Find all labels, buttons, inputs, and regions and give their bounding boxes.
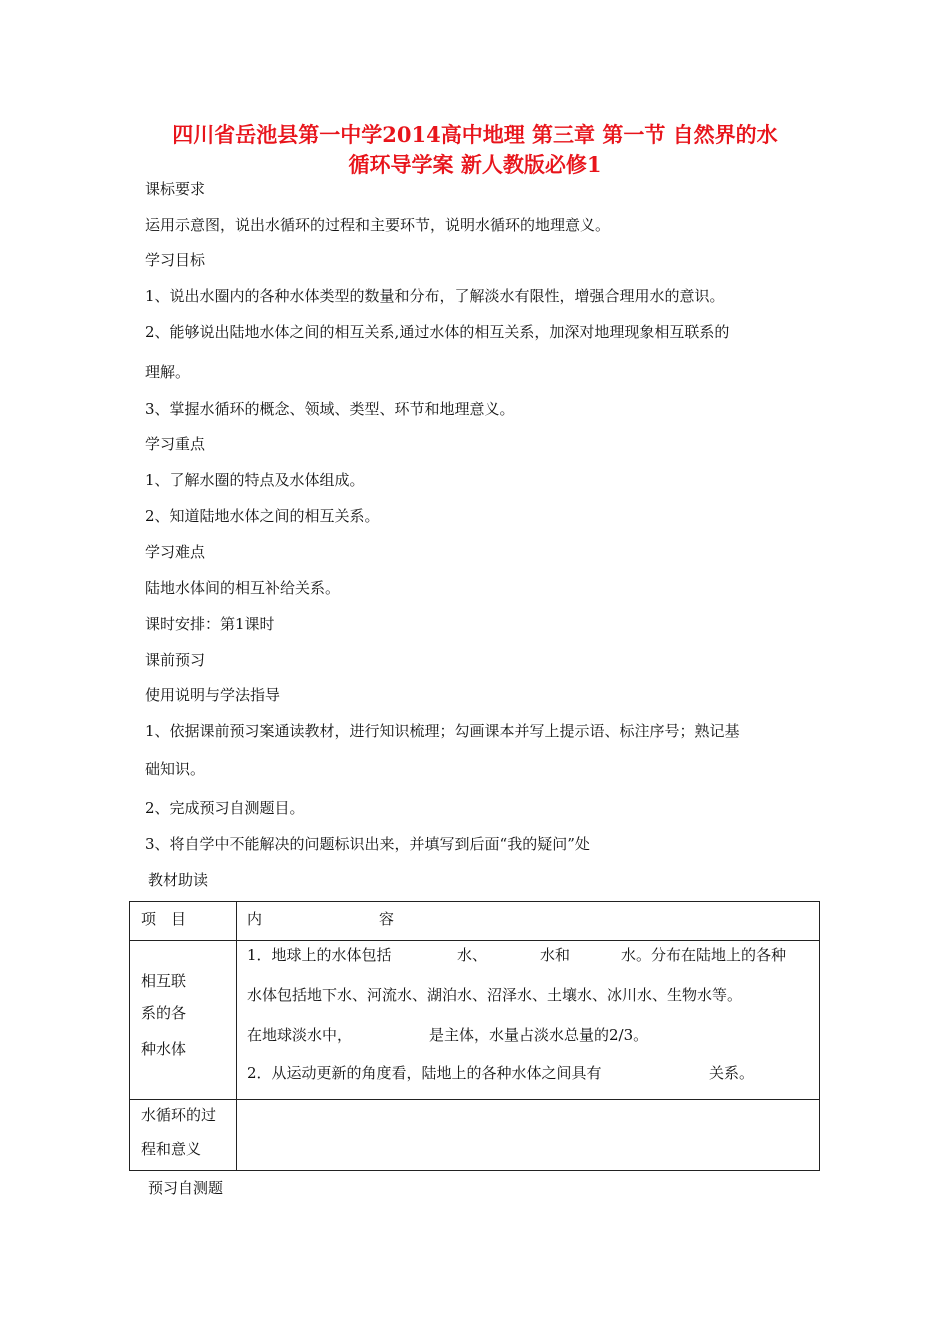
table-row bbox=[130, 1100, 820, 1171]
row1-q1-part-c: 水和 bbox=[540, 946, 571, 964]
goal-3: 3、掌握水循环的概念、领域、类型、环节和地理意义。 bbox=[145, 400, 515, 418]
table-header-row bbox=[130, 902, 820, 941]
row1-q1-part-g: 是主体，水量占淡水总量的2/3。 bbox=[429, 1026, 649, 1044]
preview-heading: 课前预习 bbox=[145, 651, 206, 669]
textbook-heading: 教材助读 bbox=[148, 871, 209, 889]
row1-label-cell bbox=[130, 941, 237, 1100]
row1-q2-part-b: 关系。 bbox=[709, 1064, 755, 1082]
row2-label-line-1: 水循环的过 bbox=[141, 1106, 217, 1124]
row1-q1-part-d: 水。分布在陆地上的各种 bbox=[621, 946, 787, 964]
goal-2-line-1: 2、能够说出陆地水体之间的相互关系,通过水体的相互关系，加深对地理现象相互联系的 bbox=[145, 323, 730, 341]
key-1: 1、了解水圈的特点及水体组成。 bbox=[145, 471, 365, 489]
selftest-heading: 预习自测题 bbox=[148, 1179, 224, 1197]
key-heading: 学习重点 bbox=[145, 435, 206, 453]
row1-label-line-3: 种水体 bbox=[141, 1040, 187, 1058]
instruction-2: 2、完成预习自测题目。 bbox=[145, 799, 305, 817]
instruction-1-line-1: 1、依据课前预习案通读教材，进行知识梳理；勾画课本并写上提示语、标注序号；熟记基 bbox=[145, 722, 740, 740]
goal-2-line-2: 理解。 bbox=[145, 363, 191, 381]
textbook-guide-table bbox=[129, 901, 820, 1171]
instructions-heading: 使用说明与学法指导 bbox=[145, 686, 281, 704]
row2-label-line-2: 程和意义 bbox=[141, 1140, 202, 1158]
document-title-line-1: 四川省岳池县第一中学2014高中地理 第三章 第一节 自然界的水 bbox=[172, 122, 778, 147]
row1-label-line-2: 系的各 bbox=[141, 1004, 187, 1022]
header-content-label-2: 容 bbox=[379, 910, 395, 928]
row1-q1-part-b: 水、 bbox=[457, 946, 488, 964]
header-content-cell bbox=[237, 902, 820, 941]
row2-content-cell bbox=[237, 1100, 820, 1171]
goal-1: 1、说出水圈内的各种水体类型的数量和分布，了解淡水有限性，增强合理用水的意识。 bbox=[145, 287, 725, 305]
row1-content-cell bbox=[237, 941, 820, 1100]
row1-q2-part-a: 2．从运动更新的角度看，陆地上的各种水体之间具有 bbox=[247, 1064, 602, 1082]
standard-text: 运用示意图，说出水循环的过程和主要环节，说明水循环的地理意义。 bbox=[145, 216, 611, 234]
difficult-text: 陆地水体间的相互补给关系。 bbox=[145, 579, 341, 597]
row1-label-line-1: 相互联 bbox=[141, 972, 187, 990]
key-2: 2、知道陆地水体之间的相互关系。 bbox=[145, 507, 380, 525]
header-content-label-1: 内 bbox=[247, 910, 263, 928]
table-row bbox=[130, 941, 820, 1100]
row1-q1-part-e: 水体包括地下水、河流水、湖泊水、沼泽水、土壤水、冰川水、生物水等。 bbox=[247, 986, 743, 1004]
row2-label-cell bbox=[130, 1100, 237, 1171]
instruction-1-line-2: 础知识。 bbox=[145, 760, 206, 778]
row1-q1-part-a: 1．地球上的水体包括 bbox=[247, 946, 392, 964]
document-title-line-2: 循环导学案 新人教版必修1 bbox=[348, 152, 602, 177]
standard-heading: 课标要求 bbox=[145, 180, 206, 198]
row1-q1-part-f: 在地球淡水中， bbox=[247, 1026, 353, 1044]
schedule-text: 课时安排：第1课时 bbox=[145, 615, 275, 633]
header-item-label: 项 目 bbox=[141, 910, 187, 928]
header-item-cell bbox=[130, 902, 237, 941]
goals-heading: 学习目标 bbox=[145, 251, 206, 269]
instruction-3: 3、将自学中不能解决的问题标识出来，并填写到后面“我的疑问”处 bbox=[145, 835, 590, 853]
difficult-heading: 学习难点 bbox=[145, 543, 206, 561]
